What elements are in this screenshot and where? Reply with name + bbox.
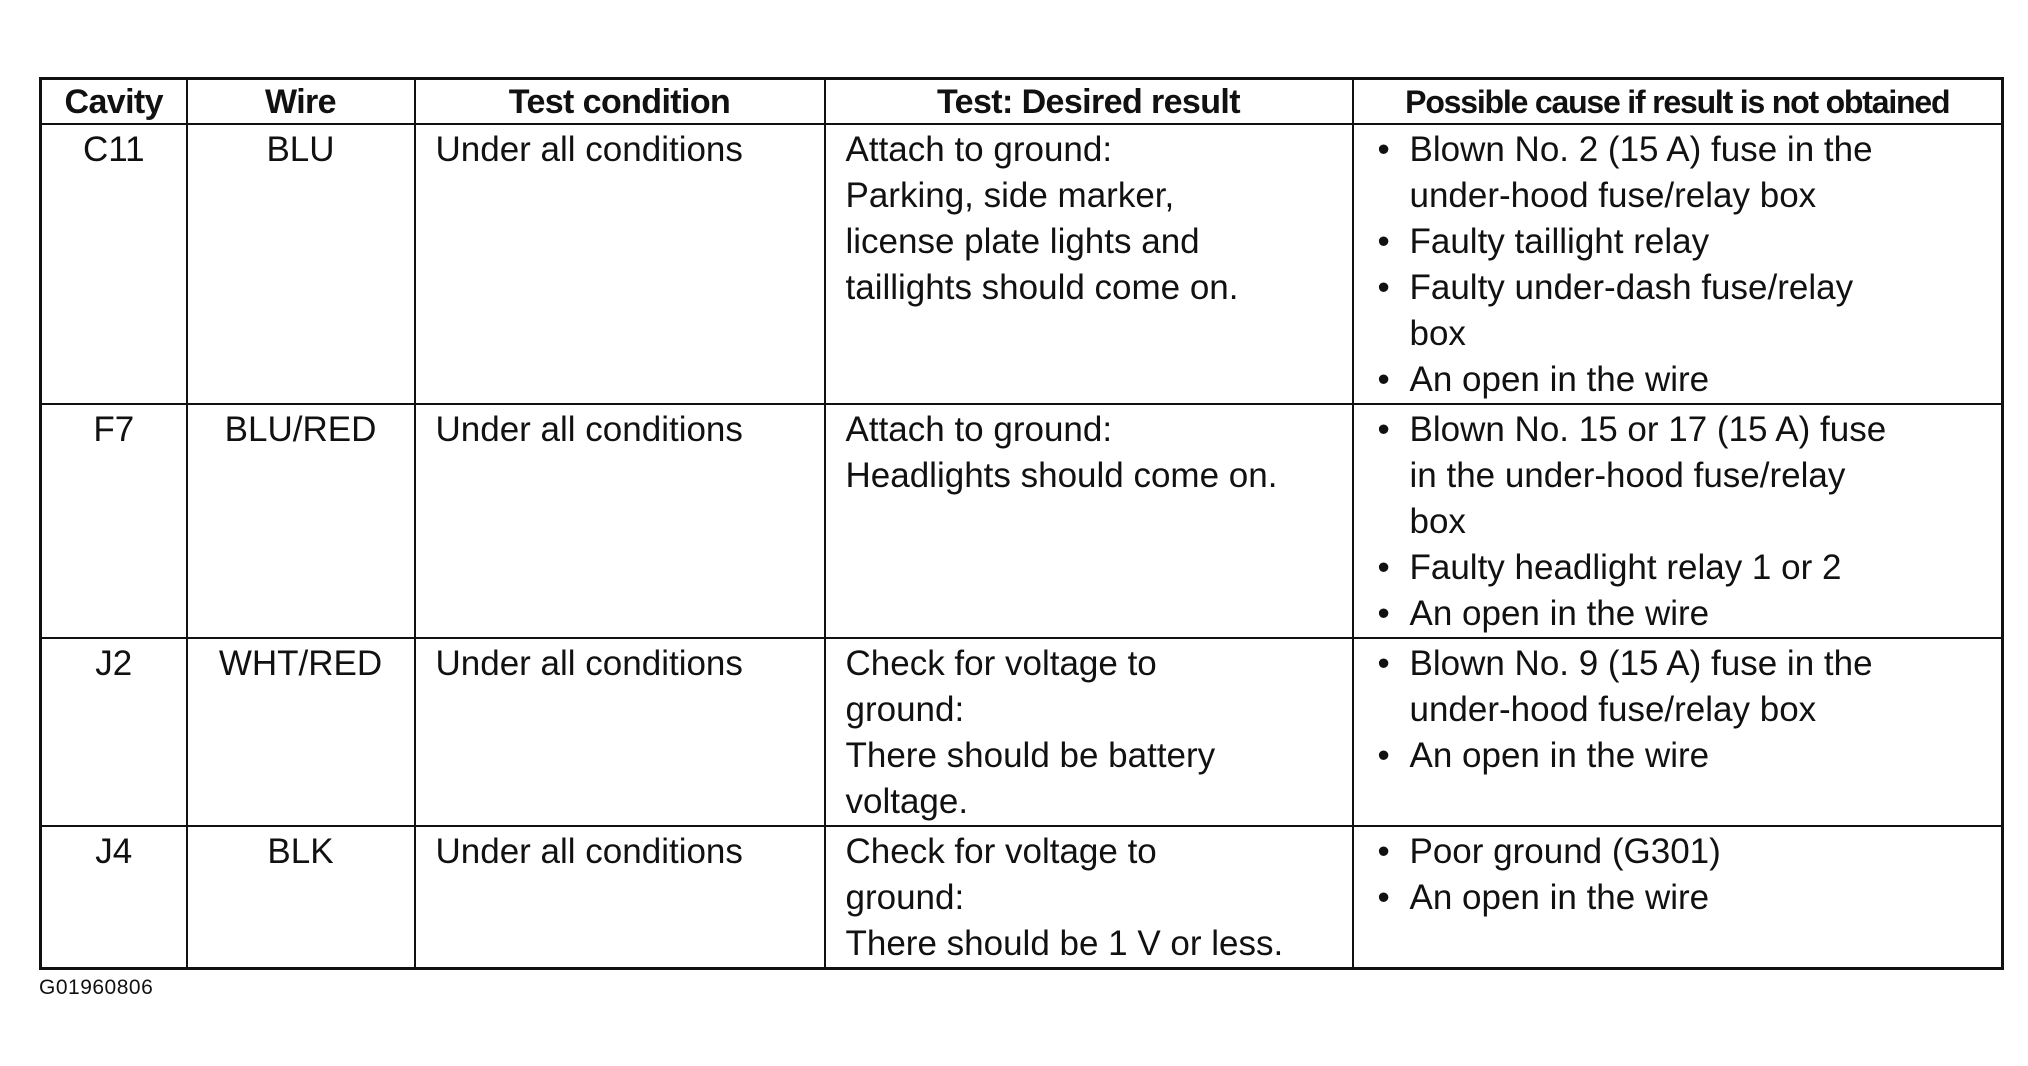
header-wire: Wire <box>187 79 415 125</box>
possible-cause-cell <box>1353 638 2003 826</box>
cause-item <box>1376 265 1996 357</box>
wire-cell: BLU/RED <box>187 404 415 638</box>
table-row <box>41 404 2003 638</box>
possible-cause-cell <box>1353 124 2003 404</box>
cause-line: Blown No. 15 or 17 (15 A) fuse <box>1409 410 1887 449</box>
result-line: voltage. <box>845 782 969 821</box>
bullet-icon: • <box>1377 878 1390 917</box>
cause-item <box>1376 127 1996 219</box>
result-line: license plate lights and <box>845 222 1200 261</box>
cavity-cell: J2 <box>41 638 187 826</box>
cause-item <box>1376 829 1996 875</box>
cause-item <box>1376 733 1996 779</box>
cause-line: An open in the wire <box>1409 594 1710 633</box>
cause-line: in the under-hood fuse/relay <box>1409 456 1846 495</box>
cause-list <box>1354 127 2002 403</box>
cause-line: box <box>1409 314 1466 353</box>
cavity-cell: J4 <box>41 826 187 969</box>
cavity-cell: C11 <box>41 124 187 404</box>
bullet-icon: • <box>1377 268 1390 307</box>
bullet-icon: • <box>1377 360 1390 399</box>
table-row <box>41 124 2003 404</box>
test-condition-cell: Under all conditions <box>415 638 825 826</box>
header-possible-cause: Possible cause if result is not obtained <box>1353 79 2003 125</box>
cause-item <box>1376 875 1996 921</box>
diagnostic-table <box>39 77 2004 970</box>
result-line: taillights should come on. <box>845 268 1239 307</box>
result-line: Attach to ground: <box>845 410 1113 449</box>
cause-list <box>1354 407 2002 637</box>
cause-line: An open in the wire <box>1409 878 1710 917</box>
cause-item <box>1376 357 1996 403</box>
test-condition-cell: Under all conditions <box>415 404 825 638</box>
figure-id: G01960806 <box>39 976 154 999</box>
cause-item <box>1376 219 1996 265</box>
table-row <box>41 638 2003 826</box>
result-line: Check for voltage to <box>845 832 1157 871</box>
cause-list <box>1354 829 2002 921</box>
desired-result-cell <box>825 826 1353 969</box>
result-line: There should be 1 V or less. <box>845 924 1284 963</box>
bullet-icon: • <box>1377 644 1390 683</box>
header-test-condition: Test condition <box>415 79 825 125</box>
cause-item <box>1376 545 1996 591</box>
cause-item <box>1376 591 1996 637</box>
cause-line: Faulty under-dash fuse/relay <box>1409 268 1854 307</box>
test-condition-cell: Under all conditions <box>415 826 825 969</box>
desired-result-cell <box>825 404 1353 638</box>
possible-cause-cell <box>1353 826 2003 969</box>
cause-line: under-hood fuse/relay box <box>1409 176 1817 215</box>
result-line: Attach to ground: <box>845 130 1113 169</box>
header-cavity: Cavity <box>41 79 187 125</box>
result-line: Headlights should come on. <box>845 456 1278 495</box>
bullet-icon: • <box>1377 548 1390 587</box>
result-line: Parking, side marker, <box>845 176 1175 215</box>
cause-list <box>1354 641 2002 779</box>
cause-item <box>1376 641 1996 733</box>
bullet-icon: • <box>1377 130 1390 169</box>
result-line: ground: <box>845 878 965 917</box>
cause-line: Blown No. 2 (15 A) fuse in the <box>1409 130 1873 169</box>
cause-line: An open in the wire <box>1409 736 1710 775</box>
table-row <box>41 826 2003 969</box>
bullet-icon: • <box>1377 832 1390 871</box>
cause-line: Faulty taillight relay <box>1409 222 1710 261</box>
result-line: ground: <box>845 690 965 729</box>
cause-line: box <box>1409 502 1466 541</box>
test-condition-cell: Under all conditions <box>415 124 825 404</box>
result-line: Check for voltage to <box>845 644 1157 683</box>
bullet-icon: • <box>1377 594 1390 633</box>
bullet-icon: • <box>1377 736 1390 775</box>
cause-line: An open in the wire <box>1409 360 1710 399</box>
bullet-icon: • <box>1377 410 1390 449</box>
possible-cause-cell <box>1353 404 2003 638</box>
wire-cell: WHT/RED <box>187 638 415 826</box>
wire-cell: BLU <box>187 124 415 404</box>
cause-line: Faulty headlight relay 1 or 2 <box>1409 548 1842 587</box>
desired-result-cell <box>825 124 1353 404</box>
cause-item <box>1376 407 1996 545</box>
cause-line: under-hood fuse/relay box <box>1409 690 1817 729</box>
wire-cell: BLK <box>187 826 415 969</box>
cause-line: Poor ground (G301) <box>1409 832 1721 871</box>
cavity-cell: F7 <box>41 404 187 638</box>
table-header-row <box>41 79 2003 125</box>
bullet-icon: • <box>1377 222 1390 261</box>
desired-result-cell <box>825 638 1353 826</box>
cause-line: Blown No. 9 (15 A) fuse in the <box>1409 644 1873 683</box>
header-desired-result: Test: Desired result <box>825 79 1353 125</box>
result-line: There should be battery <box>845 736 1216 775</box>
